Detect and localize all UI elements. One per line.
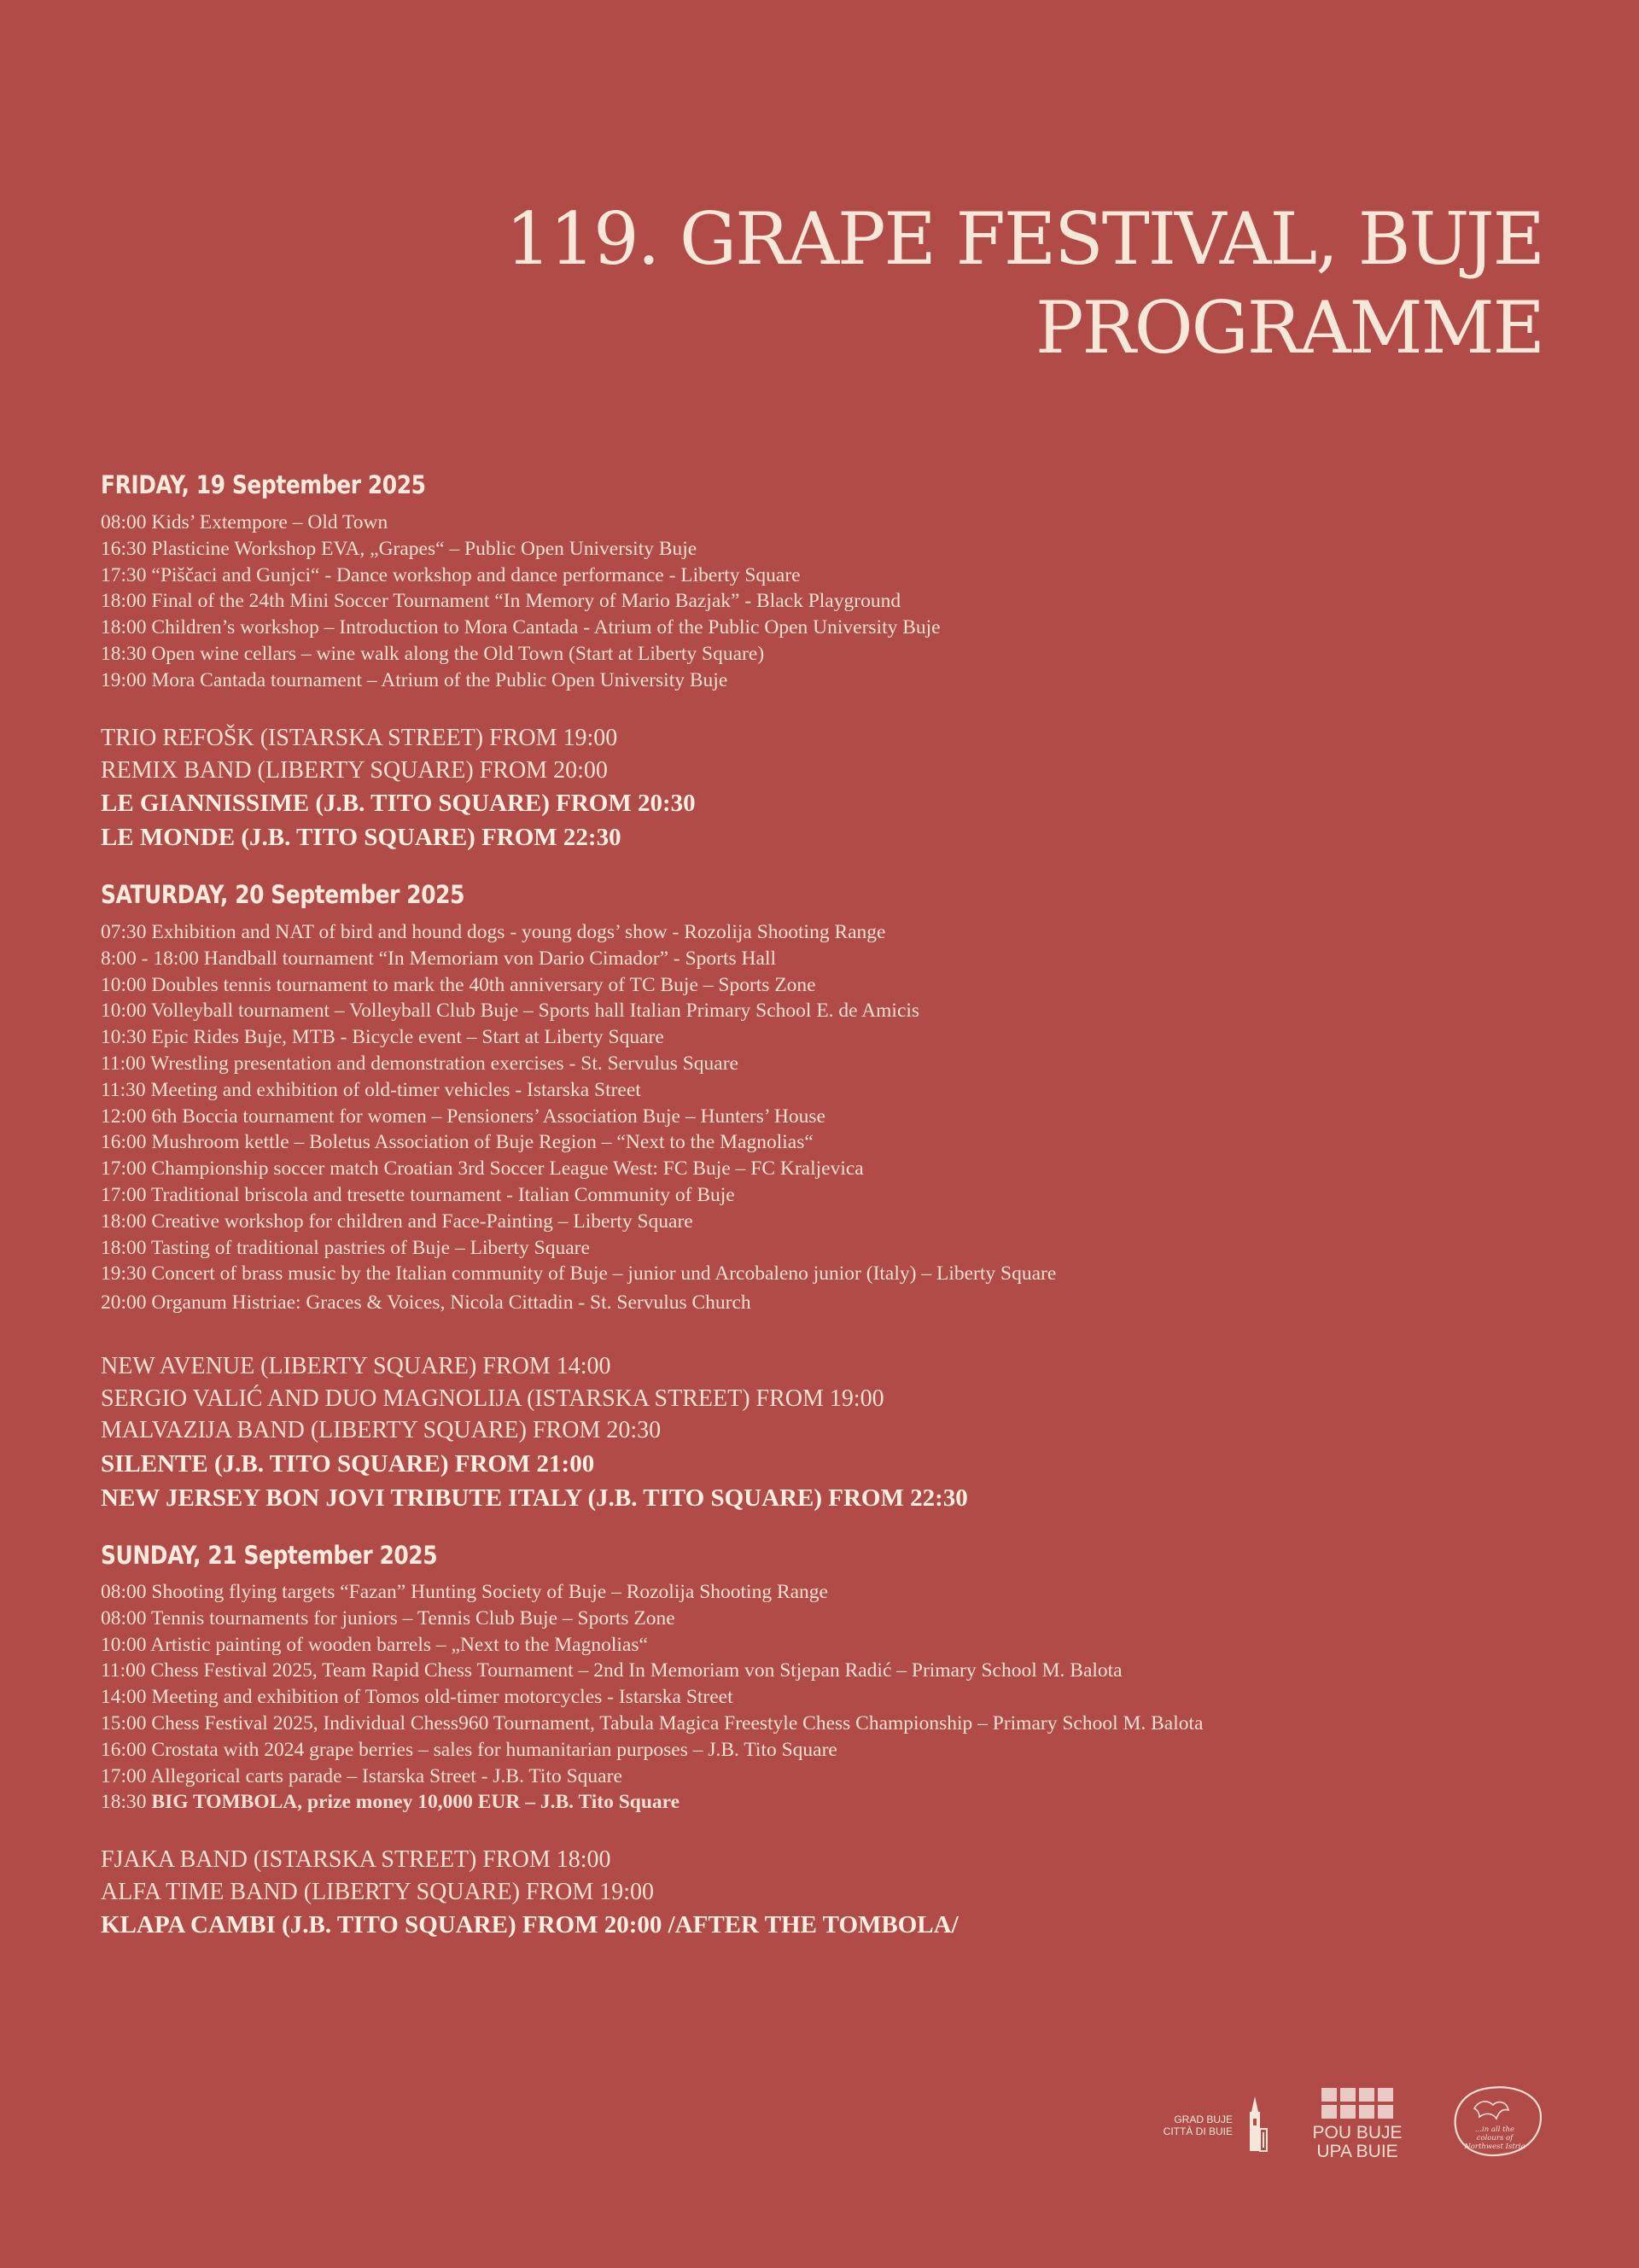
- saturday-concert-list: [101, 1350, 968, 1515]
- friday-heading: FRIDAY, 19 September 2025: [101, 470, 426, 499]
- concert-item-headliner: NEW JERSEY BON JOVI TRIBUTE ITALY (J.B. TITO SQUARE) FROM 22:30: [101, 1484, 968, 1512]
- concert-item: ALFA TIME BAND (LIBERTY SQUARE) FROM 19:00: [101, 1878, 655, 1905]
- event-item: 08:00 Shooting flying targets “Fazan” Hunting Society of Buje – Rozolija Shooting Range: [101, 1581, 828, 1603]
- event-item: 07:30 Exhibition and NAT of bird and hound dogs - young dogs’ show - Rozolija Shooting Range: [101, 921, 886, 943]
- event-item: 17:00 Championship soccer match Croatian 3rd Soccer League West: FC Buje – FC Kraljevica: [101, 1157, 864, 1181]
- event-item: 10:00 Volleyball tournament – Volleyball Club Buje – Sports hall Italian Primary School E. de Amicis: [101, 1000, 920, 1023]
- friday-concert-list: [101, 722, 696, 854]
- tombola-time: 18:30: [101, 1791, 147, 1814]
- concert-item-headliner: LE MONDE (J.B. TITO SQUARE) FROM 22:30: [101, 824, 621, 851]
- event-item: 10:00 Doubles tennis tournament to mark the 40th anniversary of TC Buje – Sports Zone: [101, 973, 816, 996]
- event-item: 8:00 - 18:00 Handball tournament “In Memoriam von Dario Cimador” - Sports Hall: [101, 947, 777, 970]
- event-item: 08:00 Kids’ Extempore – Old Town: [101, 511, 388, 533]
- tombola-text: BIG TOMBOLA, prize money 10,000 EUR – J.B. Tito Square: [151, 1791, 680, 1814]
- concert-item: NEW AVENUE (LIBERTY SQUARE) FROM 14:00: [101, 1353, 611, 1379]
- city-logo-line-1: GRAD BUJE: [1174, 2113, 1233, 2125]
- istria-tourism-logo: [1445, 2083, 1548, 2160]
- event-item: 12:00 6th Boccia tournament for women – Pensioners’ Association Buje – Hunters’ House: [101, 1105, 825, 1128]
- pou-buje-logo: [1304, 2088, 1415, 2161]
- sunday-heading: SUNDAY, 21 September 2025: [101, 1541, 438, 1570]
- bell-tower-icon: [1239, 2095, 1270, 2154]
- event-item: 16:30 Plasticine Workshop EVA, „Grapes“ – Public Open University Buje: [101, 537, 697, 560]
- city-logo-line-2: CITTÀ DI BUIE: [1163, 2125, 1233, 2137]
- concert-item-headliner: LE GIANNISSIME (J.B. TITO SQUARE) FROM 20:30: [101, 790, 696, 817]
- saturday-heading: SATURDAY, 20 September 2025: [101, 880, 465, 909]
- sunday-event-list: [101, 1579, 1203, 1816]
- pou-logo-line-2: UPA BUIE: [1316, 2142, 1398, 2161]
- friday-event-list: [101, 510, 941, 694]
- title-line-2: PROGRAMME: [1035, 286, 1543, 370]
- event-item: 15:00 Chess Festival 2025, Individual Chess960 Tournament, Tabula Magica Freestyle Chess Championship – Primary School M. Balota: [101, 1711, 1204, 1735]
- event-item: 11:00 Wrestling presentation and demonstration exercises - St. Servulus Square: [101, 1052, 738, 1075]
- event-item: 10:00 Artistic painting of wooden barrels – „Next to the Magnolias“: [101, 1633, 648, 1656]
- concert-item: TRIO REFOŠK (ISTARSKA STREET) FROM 19:00: [101, 725, 618, 751]
- concert-item: SERGIO VALIĆ AND DUO MAGNOLIJA (ISTARSKA STREET) FROM 19:00: [101, 1385, 884, 1412]
- event-item: 18:00 Children’s workshop – Introduction to Mora Cantada - Atrium of the Public Open University Buje: [101, 616, 941, 639]
- city-of-buje-logo: [1152, 2095, 1280, 2154]
- concert-item-headliner: KLAPA CAMBI (J.B. TITO SQUARE) FROM 20:00 /AFTER THE TOMBOLA/: [101, 1911, 959, 1939]
- event-item-tombola: [101, 1789, 1203, 1816]
- event-item: 10:30 Epic Rides Buje, MTB - Bicycle event – Start at Liberty Square: [101, 1026, 664, 1049]
- concert-item-headliner: SILENTE (J.B. TITO SQUARE) FROM 21:00: [101, 1449, 595, 1478]
- event-item: 18:00 Final of the 24th Mini Soccer Tournament “In Memory of Mario Bazjak” - Black Playground: [101, 590, 901, 613]
- pou-logo-line-1: POU BUJE: [1312, 2123, 1403, 2143]
- event-item: 17:30 “Piščaci and Gunjci“ - Dance workshop and dance performance - Liberty Square: [101, 563, 801, 586]
- pou-grid-icon: [1321, 2088, 1393, 2119]
- event-item: 16:00 Mushroom kettle – Boletus Association of Buje Region – “Next to the Magnolias“: [101, 1131, 814, 1154]
- event-item: 18:30 Open wine cellars – wine walk along the Old Town (Start at Liberty Square): [101, 642, 765, 665]
- event-item: 17:00 Traditional briscola and tresette tournament - Italian Community of Buje: [101, 1183, 735, 1206]
- event-item: 19:00 Mora Cantada tournament – Atrium of the Public Open University Buje: [101, 668, 728, 691]
- concert-item: MALVAZIJA BAND (LIBERTY SQUARE) FROM 20:30: [101, 1417, 662, 1443]
- event-item: 11:00 Chess Festival 2025, Team Rapid Chess Tournament – 2nd In Memoriam von Stjepan Radić – Primary School M. Balota: [101, 1659, 1123, 1682]
- sunday-concert-list: [101, 1844, 959, 1942]
- sponsor-logos: [1152, 2083, 1554, 2160]
- event-item: 08:00 Tennis tournaments for juniors – Tennis Club Buje – Sports Zone: [101, 1606, 675, 1630]
- event-item: 11:30 Meeting and exhibition of old-timer vehicles - Istarska Street: [101, 1078, 641, 1101]
- title-line-1: 119. GRAPE FESTIVAL, BUJE: [505, 197, 1543, 281]
- event-item: 19:30 Concert of brass music by the Italian community of Buje – junior und Arcobaleno junior (Italy) – Liberty Square: [101, 1262, 1057, 1286]
- event-item: 20:00 Organum Histriae: Graces & Voices, Nicola Cittadin - St. Servulus Church: [101, 1291, 751, 1315]
- concert-item: FJAKA BAND (ISTARSKA STREET) FROM 18:00: [101, 1846, 611, 1873]
- saturday-event-list: [101, 919, 1056, 1316]
- event-item: 17:00 Allegorical carts parade – Istarska Street - J.B. Tito Square: [101, 1764, 622, 1787]
- istria-tagline: ...in all the colours of Northwest Istria: [1464, 2125, 1525, 2151]
- event-item: 16:00 Crostata with 2024 grape berries – sales for humanitarian purposes – J.B. Tito Square: [101, 1738, 837, 1761]
- concert-item: REMIX BAND (LIBERTY SQUARE) FROM 20:00: [101, 756, 608, 784]
- page-title: [505, 195, 1543, 372]
- event-item: 14:00 Meeting and exhibition of Tomos old-timer motorcycles - Istarska Street: [101, 1686, 733, 1709]
- event-item: 18:00 Creative workshop for children and Face-Painting – Liberty Square: [101, 1210, 693, 1233]
- event-item: 18:00 Tasting of traditional pastries of Buje – Liberty Square: [101, 1236, 590, 1259]
